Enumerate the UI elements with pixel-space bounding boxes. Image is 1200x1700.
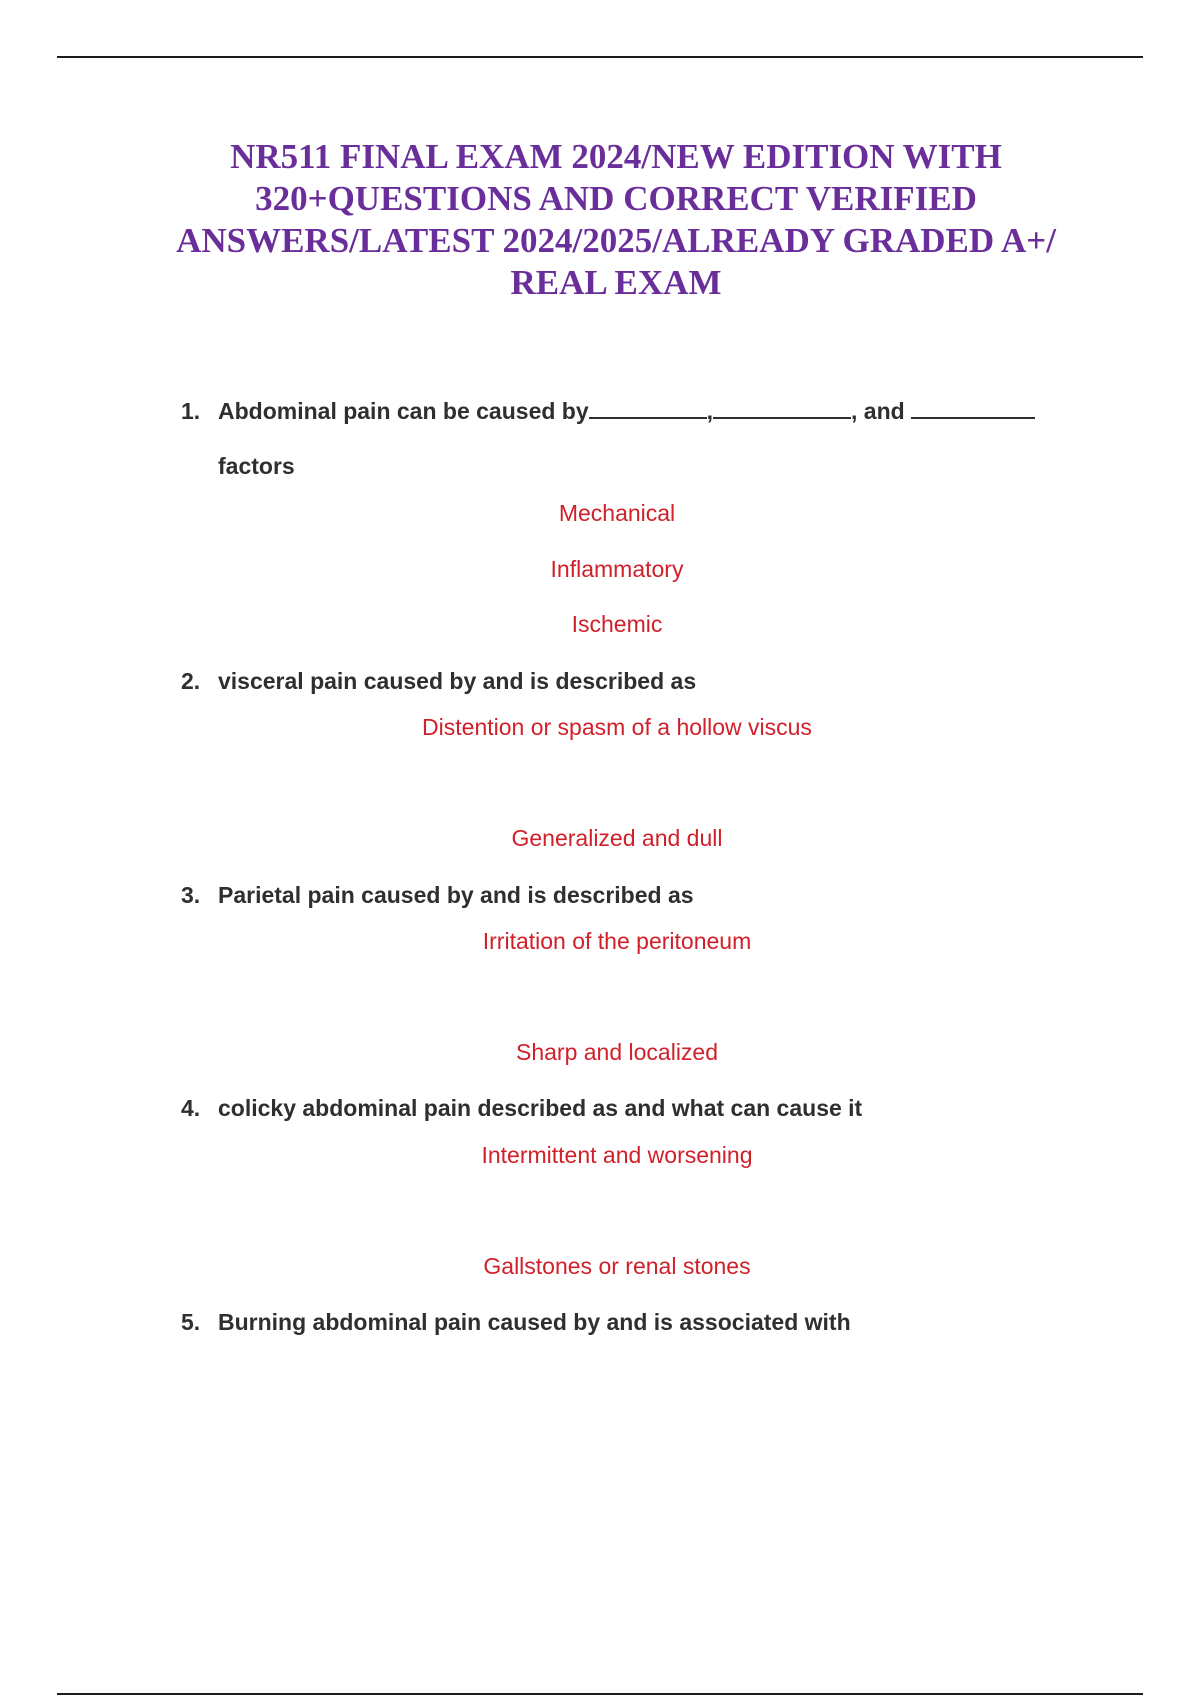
question-2 (181, 668, 696, 695)
fill-blank (911, 397, 1035, 419)
blank-separator: , and (851, 398, 905, 424)
question-text: Parietal pain caused by and is described as (218, 882, 694, 908)
answer-text: Irritation of the peritoneum (482, 928, 752, 954)
top-rule (57, 56, 1143, 58)
answer-text: Distention or spasm of a hollow viscus (422, 714, 812, 740)
question-number: 1. (181, 398, 201, 424)
title-line: NR511 FINAL EXAM 2024/NEW EDITION WITH (230, 137, 1002, 176)
title-line: ANSWERS/LATEST 2024/2025/ALREADY GRADED A+/ (176, 221, 1056, 260)
question-number: 4. (181, 1095, 201, 1121)
title-line: REAL EXAM (510, 263, 722, 302)
title-line: 320+QUESTIONS AND CORRECT VERIFIED (255, 179, 977, 218)
question-5 (181, 1309, 851, 1336)
question-4 (181, 1095, 862, 1122)
answer-text: Inflammatory (550, 556, 684, 582)
question-3 (181, 882, 694, 909)
fill-blank (589, 397, 707, 419)
document-title (130, 136, 1102, 304)
answer-text: Gallstones or renal stones (483, 1253, 751, 1279)
answer-text: Sharp and localized (515, 1039, 719, 1065)
answer-text: Mechanical (558, 500, 676, 526)
question-1 (181, 397, 1035, 425)
answer-text: Intermittent and worsening (481, 1142, 753, 1168)
question-text: Burning abdominal pain caused by and is associated with (218, 1309, 851, 1335)
bottom-rule (57, 1693, 1143, 1695)
blank-separator: , (706, 398, 714, 424)
question-text: Abdominal pain can be caused by (218, 398, 589, 424)
question-number: 3. (181, 882, 201, 908)
question-number: 5. (181, 1309, 201, 1335)
question-text: visceral pain caused by and is described as (218, 668, 697, 694)
answer-text: Ischemic (571, 611, 663, 637)
fill-blank (713, 397, 851, 419)
answer-text: Generalized and dull (511, 825, 723, 851)
question-number: 2. (181, 668, 201, 694)
question-text: colicky abdominal pain described as and what can cause it (218, 1095, 863, 1121)
question-continuation: factors (218, 453, 295, 479)
